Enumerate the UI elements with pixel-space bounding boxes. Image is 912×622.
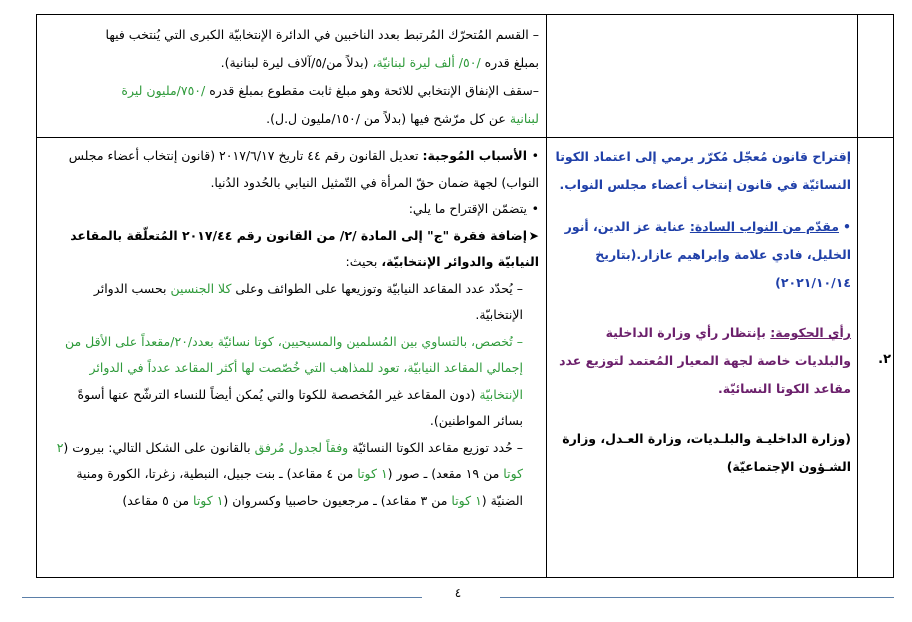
list-item: – يُحدّد عدد المقاعد النيابيّة وتوزيعها على الطوائف وعلى كلا الجنسين بحسب الدوائر الإنتخابيّة. xyxy=(93,280,523,322)
text-line: – القسم المُتحرّك المُرتبط بعدد الناخبين في الدائرة الإنتخابيّة الكبرى التي يُنتخب فيها xyxy=(105,27,539,42)
government-opinion: رأي الحكومة: بإنتظار رأي وزارة الداخلية والبلديات خاصة لجهة المعيار المُعتمد لتوزيع عدد مقاعد الكوتا النسائيّة. xyxy=(559,325,851,396)
expenditure-cell xyxy=(45,21,539,133)
row-number: ٢. xyxy=(878,352,891,367)
footer-rule-left xyxy=(22,597,422,598)
bullet-icon: • xyxy=(531,148,539,163)
submitted-by: •مقدّم من النواب السادة: عناية عز الدين، أنور الخليل، فادي علامة وإبراهيم عازار.(بتاريخ ٢٠٢١/١٠/١٤) xyxy=(553,213,851,297)
amendment-paragraph: ➤إضافة فقرة "ج" إلى المادة /٢/ من القانون رقم ٢٠١٧/٤٤ المُتعلّقة بالمقاعد النيابيّة والدوائر الإنتخابيّة، بحيث: xyxy=(45,223,539,276)
bullet-icon: • xyxy=(531,201,539,216)
bullet-icon: • xyxy=(843,219,851,234)
reasons-paragraph: •الأسباب المُوجبة: تعديل القانون رقم ٤٤ تاريخ ٢٠١٧/٦/١٧ (قانون إنتخاب أعضاء مجلس النواب) لجهة ضمان حقّ المرأة في التّمثيل النيابي بالحُدود الدُنيا. xyxy=(45,143,539,196)
list-item: – حُدد توزيع مقاعد الكوتا النسائيّة وفقاً لجدول مُرفق بالقانون على الشكل التالي: بيروت (٢ كوتا من ١٩ مقعد) ـ صور (١ كوتا من ٤ مقاعد) ـ بنت جبيل، النبطية، زغرتا، الكورة ومنية الضنيّة (١ كوتا من ٣ مقاعد) ـ مرجعيون حاصبيا وكسروان (١ كوتا من ٥ مقاعد) xyxy=(56,439,523,508)
footer-rule-right xyxy=(500,597,894,598)
ministries-list: (وزارة الداخليـة والبلـديات، وزارة العـدل، وزارة الشـؤون الإجتماعيّة) xyxy=(562,431,851,474)
proposal-title: إقتراح قانون مُعجّل مُكرّر يرمي إلى اعتماد الكوتا النسائيّة في قانون إنتخاب أعضاء مجلس النواب. xyxy=(555,149,851,192)
page-number: ٤ xyxy=(454,586,462,600)
text-line: –سقف الإنفاق الإنتخابي للائحة وهو مبلغ ثابت مقطوع بمبلغ قدره /٧٥٠/مليون ليرة xyxy=(121,83,539,98)
bill-table xyxy=(36,14,894,578)
column-divider-right xyxy=(857,15,858,577)
text-line: بمبلغ قدره /٥٠/ ألف ليرة لبنانيّة، (بدلاً من/٥/آلاف ليرة لبنانية). xyxy=(220,55,539,70)
list-item: – تُخصص، بالتساوي بين المُسلمين والمسيحيين، كوتا نسائيّة بعدد/٢٠/مقعداً على الأقل من إجمالي المقاعد النيابيّة، تعود للمذاهب التي خُصّصت لها أكثر المقاعد عدداً في الدوائر الإنتخابيّة (دون المقاعد غير المُخصصة للكوتا والتي يُمكن أيضاً للنساء الترشّح عنها أسوةً بسائر المواطنين). xyxy=(64,333,523,428)
includes-paragraph: •يتضمّن الإقتراح ما يلي: xyxy=(45,196,539,223)
arrow-bullet-icon: ➤ xyxy=(528,227,539,243)
column-divider-left xyxy=(546,15,547,577)
row-divider xyxy=(37,137,893,138)
proposal-summary-cell xyxy=(553,143,851,573)
proposal-details-cell xyxy=(45,143,539,573)
text-line: لبنانية عن كل مرّشح فيها (بدلاً من /١٥٠/مليون ل.ل). xyxy=(266,111,539,126)
